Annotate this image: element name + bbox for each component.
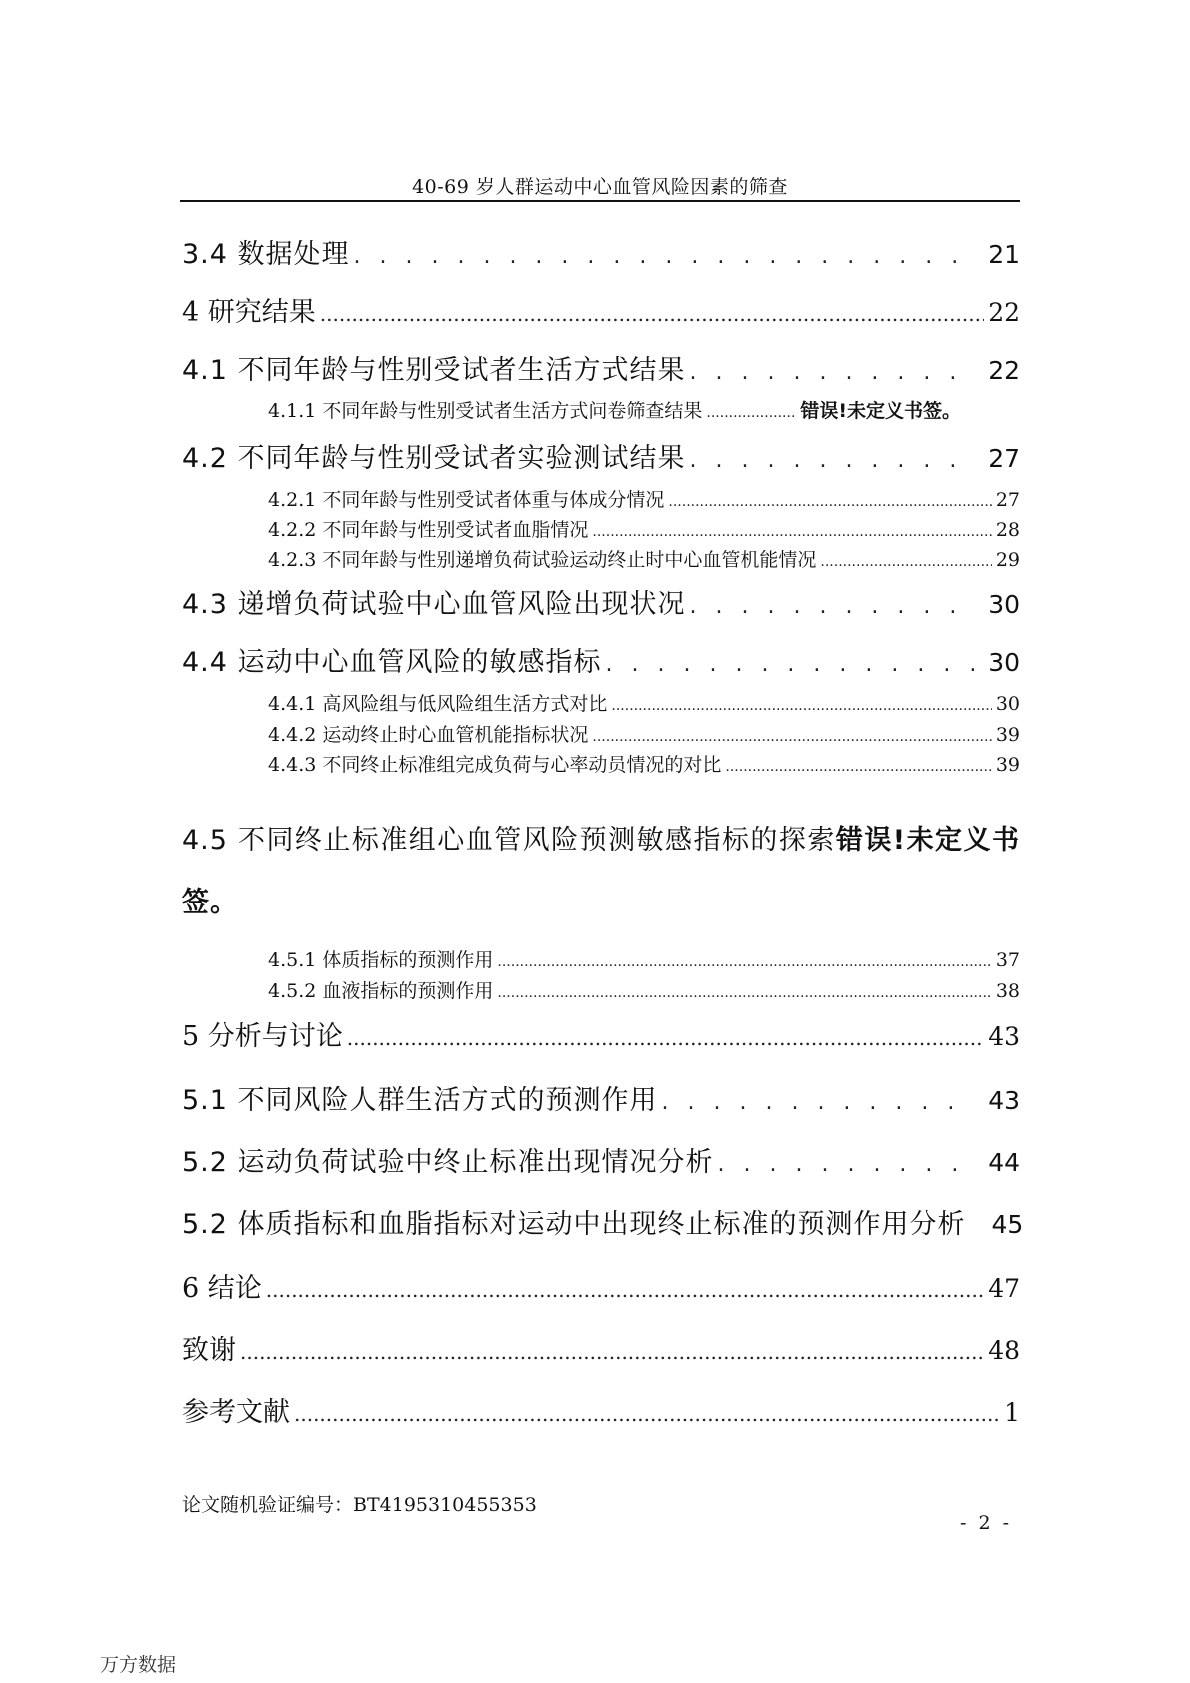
- dot-leader: [718, 1152, 975, 1177]
- toc-entry-4-5[interactable]: 4.5 不同终止标准组心血管风险预测敏感指标的探索错误!未定义书签。: [182, 825, 1020, 918]
- dot-leader: [592, 729, 991, 745]
- dot-leader: [690, 594, 975, 619]
- toc-entry-5-1[interactable]: 5.1 不同风险人群生活方式的预测作用 . . . 43: [182, 1078, 1020, 1117]
- dot-leader: [668, 494, 991, 510]
- dot-leader: [240, 1340, 984, 1364]
- dot-leader: [354, 244, 975, 269]
- page-number: - 2 -: [960, 1512, 1013, 1534]
- toc-entry-references[interactable]: 参考文献 ..... 1: [182, 1390, 1020, 1429]
- dot-leader: [320, 302, 984, 326]
- toc-entry-5-2[interactable]: 5.2 运动负荷试验中终止标准出现情况分析 . . . 44: [182, 1140, 1020, 1179]
- toc-entry-5[interactable]: 5 分析与讨论 ..... 43: [182, 1014, 1020, 1053]
- toc-entry-4-1-1[interactable]: 4.1.1 不同年龄与性别受试者生活方式问卷筛查结果 ..... 错误!未定义书签。: [268, 396, 1020, 423]
- toc-entry-4-1[interactable]: 4.1 不同年龄与性别受试者生活方式结果 . . . 22: [182, 348, 1020, 387]
- toc-entry-6[interactable]: 6 结论 ..... 47: [182, 1266, 1020, 1305]
- toc-entry-4-5-1[interactable]: 4.5.1 体质指标的预测作用 ..... 37: [268, 945, 1020, 972]
- dot-leader: [725, 759, 991, 775]
- dot-leader: [820, 554, 991, 570]
- bookmark-error: 错误!未定义书签。: [800, 400, 962, 422]
- toc-entry-4[interactable]: 4 研究结果 ..... 22: [182, 290, 1020, 329]
- toc-entry-acknowledgements[interactable]: 致谢 ..... 48: [182, 1328, 1020, 1367]
- toc-entry-4-2-2[interactable]: 4.2.2 不同年龄与性别受试者血脂情况 ..... 28: [268, 515, 1020, 542]
- toc-entry-4-4-1[interactable]: 4.4.1 高风险组与低风险组生活方式对比 ..... 30: [268, 689, 1020, 716]
- toc-entry-5-2b[interactable]: 5.2 体质指标和血脂指标对运动中出现终止标准的预测作用分析 45: [182, 1209, 1024, 1240]
- toc-entry-4-4-2[interactable]: 4.4.2 运动终止时心血管机能指标状况 ..... 39: [268, 720, 1020, 747]
- toc-entry-4-4-3[interactable]: 4.4.3 不同终止标准组完成负荷与心率动员情况的对比 ..... 39: [268, 750, 1020, 777]
- toc-entry-4-2-1[interactable]: 4.2.1 不同年龄与性别受试者体重与体成分情况 ..... 27: [268, 485, 1020, 512]
- toc-entry-4-2[interactable]: 4.2 不同年龄与性别受试者实验测试结果 . . . 27: [182, 436, 1020, 475]
- toc-entry-4-4[interactable]: 4.4 运动中心血管风险的敏感指标 . . . 30: [182, 640, 1020, 679]
- toc-entry-4-5-2[interactable]: 4.5.2 血液指标的预测作用 ..... 38: [268, 976, 1020, 1003]
- dot-leader: [706, 405, 796, 421]
- dot-leader: [347, 1026, 984, 1050]
- verification-number: 论文随机验证编号：BT4195310455353: [182, 1494, 537, 1516]
- dot-leader: [662, 1090, 975, 1115]
- dot-leader: [497, 985, 991, 1001]
- running-header: 40-69 岁人群运动中心血管风险因素的筛查: [412, 176, 788, 198]
- toc-entry-4-2-3[interactable]: 4.2.3 不同年龄与性别递增负荷试验运动终止时中心血管机能情况 ..... 29: [268, 545, 1020, 572]
- dot-leader: [497, 954, 991, 970]
- dot-leader: [592, 524, 991, 540]
- bookmark-error: 错误!未定义书签。: [182, 825, 1020, 918]
- toc-entry-3-4[interactable]: 3.4 数据处理 . . . 21: [182, 232, 1020, 271]
- dot-leader: [266, 1278, 984, 1302]
- dot-leader: [294, 1402, 1000, 1426]
- dot-leader: [606, 652, 975, 677]
- dot-leader: [690, 360, 975, 385]
- watermark: 万方数据: [100, 1654, 177, 1676]
- dot-leader: [611, 698, 991, 714]
- dot-leader: [690, 448, 975, 473]
- toc-entry-4-3[interactable]: 4.3 递增负荷试验中心血管风险出现状况 . . . 30: [182, 582, 1020, 621]
